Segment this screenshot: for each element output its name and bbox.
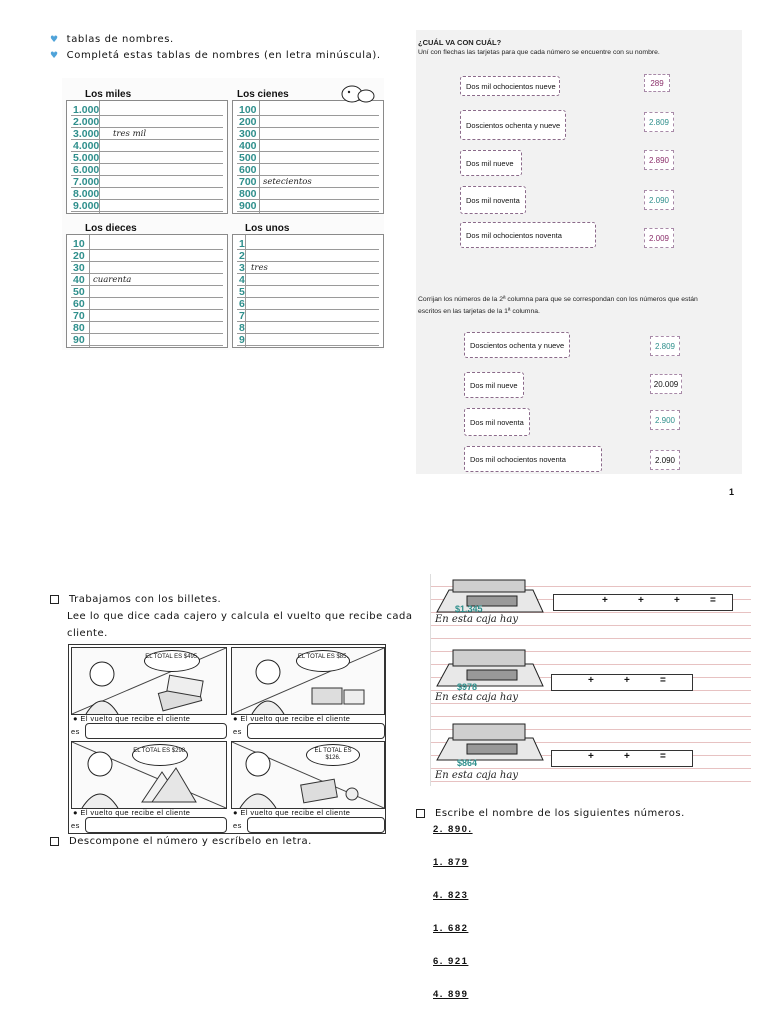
number-card: 2.009 [644, 228, 674, 248]
handwritten-answer: cuarenta [93, 275, 132, 285]
table-number: 6.000 [73, 164, 100, 176]
comic-panel [231, 647, 385, 715]
number-card: 2.900 [650, 410, 680, 430]
table-number: 700 [239, 176, 257, 188]
es-label: es [71, 821, 80, 830]
bullet-item [50, 50, 381, 61]
checkbox-bullet-icon [50, 837, 59, 846]
number-card: 2.809 [644, 112, 674, 132]
table-number: 10 [73, 238, 85, 250]
worksheet-instruction: escritos en las tarjetas de la 1ª columna. [418, 308, 540, 315]
table-number: 600 [239, 164, 257, 176]
handwritten-answer: tres [251, 263, 268, 273]
name-card: Dos mil noventa [460, 186, 526, 214]
comic-panel [71, 741, 227, 809]
descompone-instruction [50, 836, 312, 847]
number-card: 2.090 [644, 190, 674, 210]
table-los-miles [66, 89, 228, 214]
vuelto-caption: ● El vuelto que recibe el cliente [233, 808, 351, 817]
decomposition-box[interactable]: + + + = [553, 594, 733, 611]
table-number: 400 [239, 140, 257, 152]
speech-bubble: EL TOTAL ES $495. [144, 650, 200, 672]
billetes-instruction: cliente. [67, 628, 108, 639]
table-number: 4 [239, 274, 245, 286]
table-number: 6 [239, 298, 245, 310]
vuelto-answer-box[interactable] [85, 817, 227, 833]
table-number: 40 [73, 274, 85, 286]
table-number: 2 [239, 250, 245, 262]
table-number: 60 [73, 298, 85, 310]
billetes-instruction: Lee lo que dice cada cajero y calcula el vuelto que recibe cada [67, 611, 413, 622]
table-number: 8.000 [73, 188, 100, 200]
handwritten-answer: setecientos [263, 177, 312, 187]
vuelto-answer-box[interactable] [85, 723, 227, 739]
table-title: Los unos [245, 223, 290, 234]
register-amount: $1.345 [455, 604, 483, 614]
name-card: Dos mil noventa [464, 408, 530, 436]
table-number: 500 [239, 152, 257, 164]
table-number: 5.000 [73, 152, 100, 164]
comic-grid [68, 644, 386, 834]
table-title: Los cienes [237, 89, 289, 100]
table-number: 50 [73, 286, 85, 298]
bullet-item [50, 34, 174, 45]
vuelto-caption: ● El vuelto que recibe el cliente [73, 714, 191, 723]
worksheet-title: ¿CUÁL VA CON CUÁL? [418, 38, 502, 47]
name-card: Dos mil nueve [460, 150, 522, 176]
table-number: 1 [239, 238, 245, 250]
table-title: Los dieces [85, 223, 137, 234]
name-card: Dos mil ochocientos noventa [460, 222, 596, 248]
name-card: Dos mil ochocientos nueve [460, 76, 560, 96]
checkbox-bullet-icon [416, 809, 425, 818]
number-to-write: 1. 682 [433, 923, 469, 934]
caja-caption: En esta caja hay [435, 614, 518, 625]
table-number: 3.000 [73, 128, 100, 140]
table-number: 7.000 [73, 176, 100, 188]
table-number: 2.000 [73, 116, 100, 128]
register-amount: $978 [457, 682, 478, 692]
table-number: 900 [239, 200, 257, 212]
matching-worksheet [416, 30, 742, 474]
vuelto-answer-box[interactable] [247, 817, 385, 833]
name-card: Dos mil ochocientos noventa [464, 446, 602, 472]
speech-bubble: EL TOTAL ES $126. [306, 744, 360, 766]
bullet-text: Completá estas tablas de nombres (en letra minúscula). [66, 50, 381, 61]
table-los-dieces [66, 223, 228, 348]
worksheet-instruction: Corrijan los números de la 2ª columna para que se correspondan con los números que están [418, 296, 698, 303]
caja-caption: En esta caja hay [435, 770, 518, 781]
table-number: 30 [73, 262, 85, 274]
table-los-cienes [232, 89, 384, 214]
number-card: 2.809 [650, 336, 680, 356]
escribe-heading-text: Escribe el nombre de los siguientes números. [435, 808, 685, 819]
es-label: es [233, 727, 242, 736]
page-number: 1 [729, 487, 735, 497]
number-to-write: 2. 890. [433, 824, 473, 835]
escribe-heading [416, 808, 685, 819]
es-label: es [71, 727, 80, 736]
number-to-write: 6. 921 [433, 956, 469, 967]
number-card: 20.009 [650, 374, 682, 394]
cash-register-icon [433, 720, 545, 764]
table-number: 7 [239, 310, 245, 322]
table-number: 20 [73, 250, 85, 262]
es-label: es [233, 821, 242, 830]
table-number: 8 [239, 322, 245, 334]
name-card: Doscientos ochenta y nueve [464, 332, 570, 358]
name-card: Dos mil nueve [464, 372, 524, 398]
cartoon-animal-icon [332, 80, 380, 104]
vuelto-answer-box[interactable] [247, 723, 385, 739]
billetes-heading [50, 594, 221, 605]
table-number: 80 [73, 322, 85, 334]
cash-register-exercise [430, 574, 751, 786]
table-number: 70 [73, 310, 85, 322]
table-number: 1.000 [73, 104, 100, 116]
caja-caption: En esta caja hay [435, 692, 518, 703]
handwritten-answer: tres mil [113, 129, 147, 139]
bullet-heart-icon: ♥ [50, 50, 59, 61]
bullet-heart-icon: ♥ [50, 34, 59, 45]
number-to-write: 1. 879 [433, 857, 469, 868]
table-number: 4.000 [73, 140, 100, 152]
descompone-text: Descompone el número y escríbelo en letra. [69, 836, 312, 847]
table-number: 200 [239, 116, 257, 128]
table-number: 100 [239, 104, 257, 116]
number-card: 2.890 [644, 150, 674, 170]
number-tables-worksheet [62, 78, 384, 350]
number-card: 2.090 [650, 450, 680, 470]
table-los-unos [232, 223, 384, 348]
speech-bubble: EL TOTAL ES $298. [132, 744, 188, 766]
cash-register-icon [433, 576, 545, 616]
table-number: 800 [239, 188, 257, 200]
number-card: 289 [644, 74, 670, 92]
table-number: 90 [73, 334, 85, 346]
table-number: 3 [239, 262, 245, 274]
table-number: 300 [239, 128, 257, 140]
number-to-write: 4. 823 [433, 890, 469, 901]
checkbox-bullet-icon [50, 595, 59, 604]
speech-bubble: EL TOTAL ES $85. [296, 650, 350, 672]
table-number: 5 [239, 286, 245, 298]
bullet-text: tablas de nombres. [66, 34, 174, 45]
worksheet-instruction: Uní con flechas las tarjetas para que cada número se encuentre con su nombre. [418, 49, 660, 56]
register-amount: $864 [457, 758, 478, 768]
table-number: 9 [239, 334, 245, 346]
vuelto-caption: ● El vuelto que recibe el cliente [73, 808, 191, 817]
number-to-write: 4. 899 [433, 989, 469, 1000]
comic-panel [71, 647, 227, 715]
table-title: Los miles [85, 89, 132, 100]
billetes-heading-text: Trabajamos con los billetes. [69, 594, 222, 605]
decomposition-box[interactable]: + + = [551, 674, 693, 691]
decomposition-box[interactable]: + + = [551, 750, 693, 767]
vuelto-caption: ● El vuelto que recibe el cliente [233, 714, 351, 723]
name-card: Doscientos ochenta y nueve [460, 110, 566, 140]
cash-register-icon [433, 646, 545, 690]
table-number: 9.000 [73, 200, 100, 212]
comic-panel [231, 741, 385, 809]
